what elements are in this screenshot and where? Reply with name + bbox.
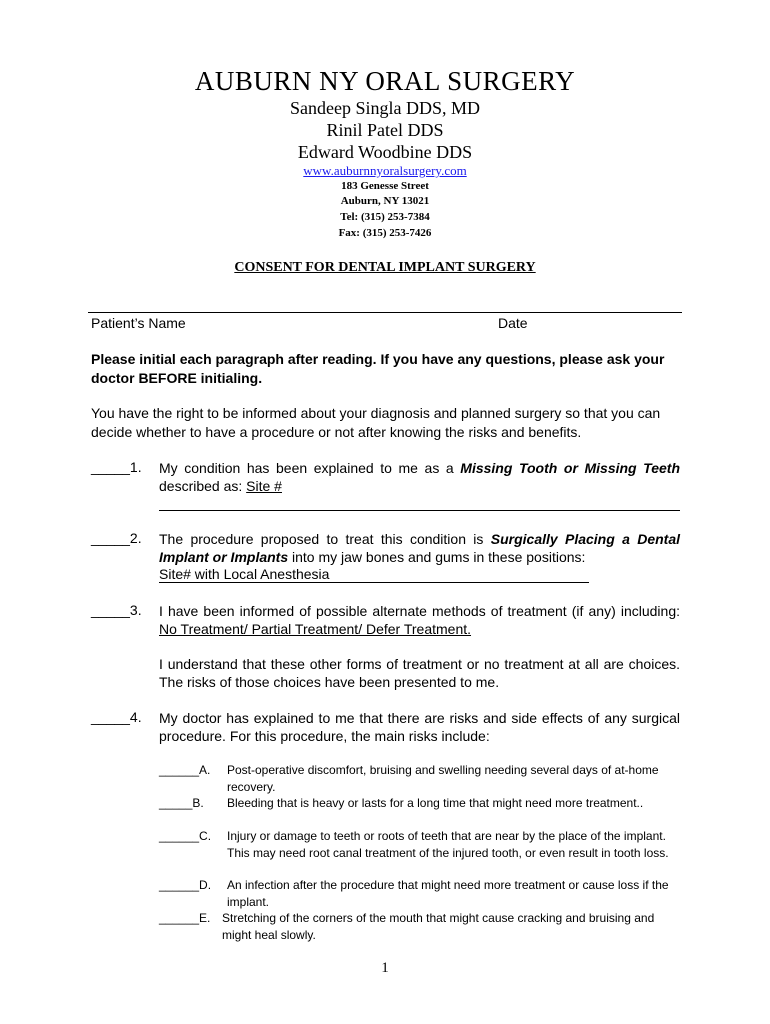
address-line: Auburn, NY 13021 [340, 195, 430, 207]
initial-blank[interactable]: ______D. [159, 878, 212, 892]
item-text: My condition has been explained to me as a [159, 460, 461, 476]
doctor-name: Edward Woodbine DDS [297, 142, 473, 162]
item-value: No Treatment/ Partial Treatment/ Defer Treatment. [159, 621, 472, 637]
item-text: described as: [159, 478, 247, 494]
page-number: 1 [381, 960, 389, 976]
item-emphasis: Missing Tooth or Missing Teeth [460, 460, 681, 476]
consent-item-1 [159, 459, 680, 495]
risk-item: An infection after the procedure that might need more treatment or cause loss if the implant. [227, 878, 669, 909]
consent-item-2 [159, 530, 680, 566]
consent-item-3 [159, 602, 680, 638]
risk-item: Stretching of the corners of the mouth that might cause cracking and bruising and might heal slowly. [222, 911, 655, 942]
patient-name-label: Patient’s Name [91, 315, 186, 331]
fill-line[interactable] [159, 510, 680, 511]
initial-blank[interactable]: ______C. [159, 829, 212, 843]
item-text: I have been informed of possible alternate methods of treatment (if any) including: [159, 603, 680, 619]
form-title: CONSENT FOR DENTAL IMPLANT SURGERY [234, 260, 536, 275]
doctor-name: Sandeep Singla DDS, MD [290, 98, 480, 118]
item-value: Site # [246, 478, 282, 494]
phone-line: Tel: (315) 253-7384 [340, 211, 430, 223]
consent-item-4: My doctor has explained to me that there are risks and side effects of any surgical procedure. For this procedure, the main risks include: [159, 710, 680, 744]
website-link[interactable]: www.auburnnyoralsurgery.com [303, 163, 467, 178]
instructions: Please initial each paragraph after reading. If you have any questions, please ask your doctor BEFORE initialing. [91, 351, 665, 386]
signature-line[interactable] [88, 312, 682, 313]
initial-blank[interactable]: ______E. [159, 911, 211, 925]
address-line: 183 Genesse Street [341, 180, 429, 192]
risk-item: Post-operative discomfort, bruising and swelling needing several days of at-home recovery. [227, 763, 659, 794]
doctor-name: Rinil Patel DDS [326, 120, 444, 140]
consent-item-3-para2: I understand that these other forms of treatment or no treatment at all are choices. The risks of those choices have been presented to me. [159, 656, 680, 690]
item-text: into my jaw bones and gums in these positions: [288, 549, 586, 565]
date-label: Date [498, 315, 528, 331]
initial-blank[interactable]: _____B. [159, 796, 204, 810]
item-emphasis: Surgically Placing a Dental Implant or Implants [159, 531, 680, 565]
practice-name: AUBURN NY ORAL SURGERY [194, 66, 576, 96]
risk-item: Bleeding that is heavy or lasts for a long time that might need more treatment.. [227, 796, 644, 810]
item-value: Site# with Local Anesthesia [159, 566, 589, 583]
risk-item: Injury or damage to teeth or roots of teeth that are near by the place of the implant. This may need root canal treatment of the injured tooth, or even result in tooth loss. [227, 829, 669, 860]
initial-blank[interactable]: _____1. [91, 459, 142, 475]
initial-blank[interactable]: _____2. [91, 530, 142, 546]
initial-blank[interactable]: _____3. [91, 602, 142, 618]
item-text: The procedure proposed to treat this condition is [159, 531, 491, 547]
fax-line: Fax: (315) 253-7426 [338, 227, 432, 239]
initial-blank[interactable]: _____4. [91, 709, 142, 725]
intro-paragraph: You have the right to be informed about your diagnosis and planned surgery so that you can decide whether to have a procedure or not after knowing the risks and benefits. [91, 405, 661, 440]
initial-blank[interactable]: ______A. [159, 763, 211, 777]
